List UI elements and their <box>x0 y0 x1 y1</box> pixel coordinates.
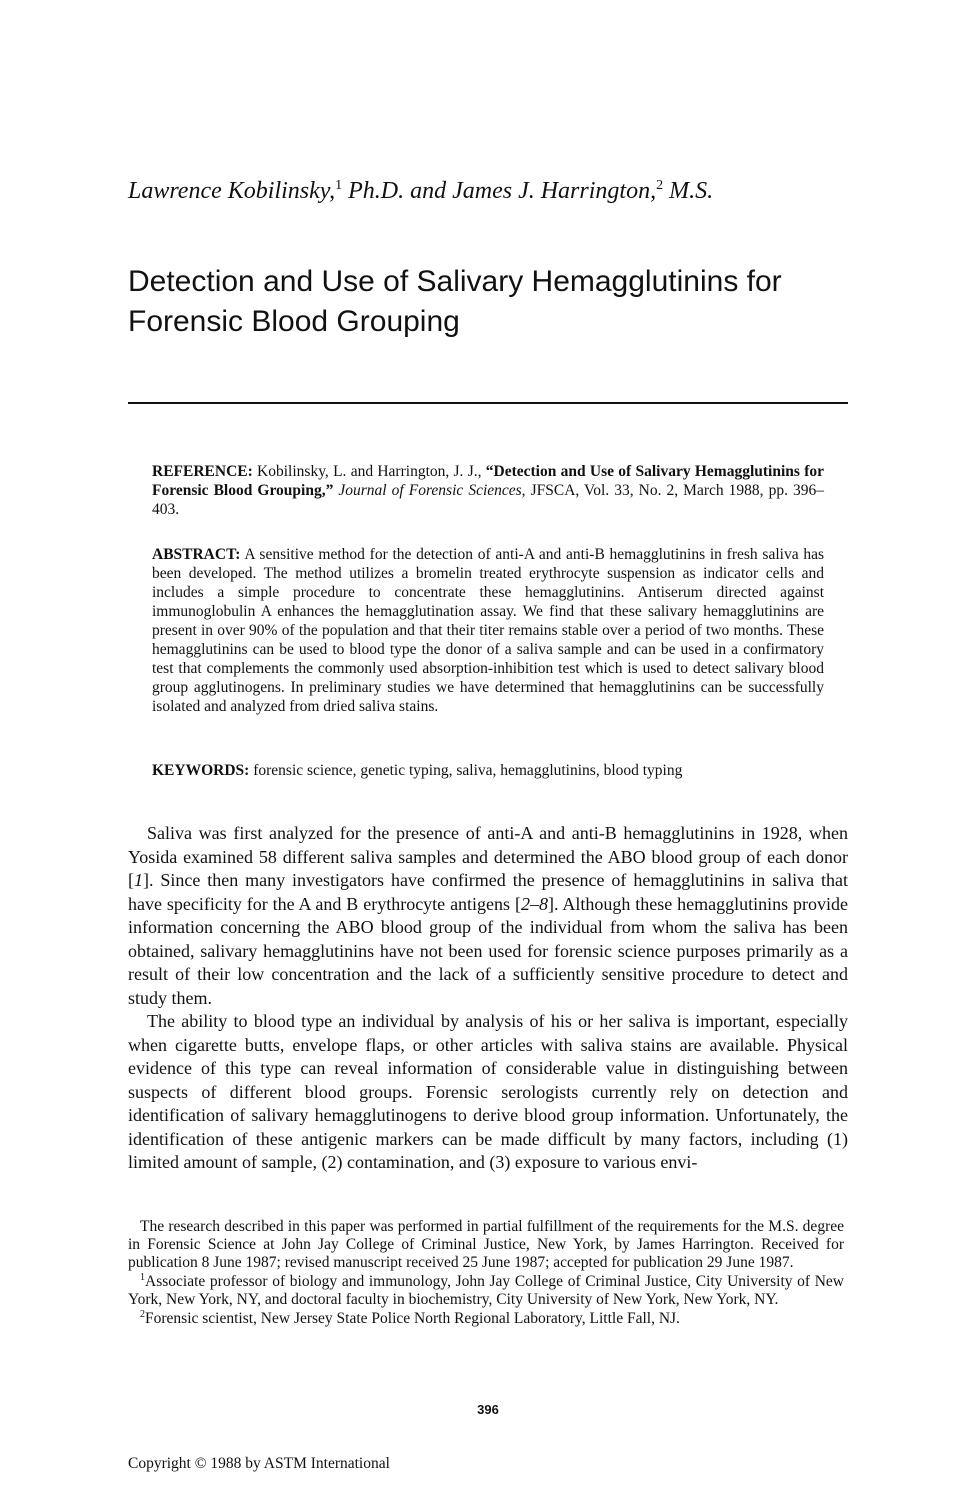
reference-details: JFSCA, Vol. 33, No. 2, March 1988, pp. 396–403. <box>152 482 825 518</box>
footnote-1-mark: 1 <box>140 1271 145 1283</box>
body-p1-part-c: ]. Although these hemagglutinins provide information concerning the ABO blood group of the individual from whom the saliva has been obtained, salivary hemagglutinins have not been used for forensic science purposes primarily as a result of their low concentration and the lack of a sufficiently sensitive procedure to detect and study them. <box>128 893 848 1008</box>
keywords-label: KEYWORDS: <box>152 762 250 779</box>
reference-title: “Detection and Use of Salivary Hemagglutinins for Forensic Blood Grouping,” <box>152 463 825 499</box>
title-line-1: Detection and Use of Salivary Hemagglutinins for <box>128 265 782 298</box>
body-p1-part-a: Saliva was first analyzed for the presence of anti-A and anti-B hemagglutinins in 1928, when Yosida examined 58 different saliva samples and determined the ABO blood group of each donor [ <box>128 823 848 890</box>
author-2-degree: M.S. <box>669 178 714 204</box>
author-conjunction: and <box>410 178 447 204</box>
citation-1: 1 <box>134 870 143 890</box>
body-paragraph-1 <box>128 822 848 1010</box>
body-paragraph-2: The ability to blood type an individual by analysis of his or her saliva is important, especially when cigarette butts, envelope flaps, or other articles with saliva stains are available. Physical evidence of this type can reveal information of considerable value in distinguishing between suspects of different blood groups. Forensic serologists currently rely on detection and identification of salivary hemagglutinogens to derive blood group information. Unfortunately, the identification of these antigenic markers can be made difficult by many factors, including (1) limited amount of sample, (2) contamination, and (3) exposure to various envi- <box>128 1011 848 1172</box>
abstract-paragraph <box>152 545 824 716</box>
reference-journal: Journal of Forensic Sciences, <box>338 482 526 499</box>
citation-2-8: 2–8 <box>520 893 548 914</box>
author-line <box>128 178 713 205</box>
footnotes <box>128 1218 844 1329</box>
footnote-2 <box>128 1310 844 1328</box>
reference-paragraph <box>152 462 824 519</box>
footnote-1 <box>128 1273 844 1309</box>
footnote-2-text: Forensic scientist, New Jersey State Police North Regional Laboratory, Little Fall, NJ. <box>145 1310 680 1327</box>
paper-title <box>128 262 868 342</box>
author-1-name: Lawrence Kobilinsky, <box>128 178 336 204</box>
body-p1-part-b: ]. Since then many investigators have confirmed the presence of hemagglutinins in saliva that have specificity for the A and B erythrocyte antigens [ <box>128 870 848 914</box>
reference-label: REFERENCE: <box>152 463 253 480</box>
abstract-label: ABSTRACT: <box>152 546 241 563</box>
title-divider <box>128 402 848 404</box>
title-line-2: Forensic Blood Grouping <box>128 305 460 338</box>
author-2-footnote-mark: 2 <box>656 178 664 193</box>
author-1-footnote-mark: 1 <box>335 178 343 193</box>
footnote-research: The research described in this paper was performed in partial fulfillment of the requirements for the M.S. degree in Forensic Science at John Jay College of Criminal Justice, New York, by James Harrington. Received for publication 8 June 1987; revised manuscript received 25 June 1987; accepted for publication 29 June 1987. <box>128 1218 844 1271</box>
body-text <box>128 822 848 1175</box>
reference-authors: Kobilinsky, L. and Harrington, J. J., <box>257 463 482 480</box>
abstract-text: A sensitive method for the detection of anti-A and anti-B hemagglutinins in fresh saliva has been developed. The method utilizes a bromelin treated erythrocyte suspension as indicator cells and includes a simple procedure to concentrate these hemagglutinins. Antiserum directed against immunoglobulin A enhances the hemagglutination assay. We find that these salivary hemagglutinins are present in over 90% of the population and that their titer remains stable over a period of two months. These hemagglutinins can be used to blood type the donor of a saliva sample and can be used in a confirmatory test that complements the commonly used absorption-inhibition test which is used to detect salivary blood group agglutinogens. In preliminary studies we have determined that hemagglutinins can be successfully isolated and analyzed from dried saliva stains. <box>152 546 824 715</box>
keywords-text: forensic science, genetic typing, saliva, hemagglutinins, blood typing <box>253 762 683 779</box>
author-1-degree: Ph.D. <box>348 178 405 204</box>
footnote-2-mark: 2 <box>140 1308 145 1320</box>
page-number: 396 <box>477 1402 499 1417</box>
author-2-name: James J. Harrington, <box>452 178 657 204</box>
copyright-notice: Copyright © 1988 by ASTM International <box>128 1455 390 1472</box>
footnote-1-text: Associate professor of biology and immunology, John Jay College of Criminal Justice, City University of New York, New York, NY, and doctoral faculty in biochemistry, City University of New York, New York, NY. <box>128 1273 844 1308</box>
keywords-paragraph <box>152 761 824 780</box>
